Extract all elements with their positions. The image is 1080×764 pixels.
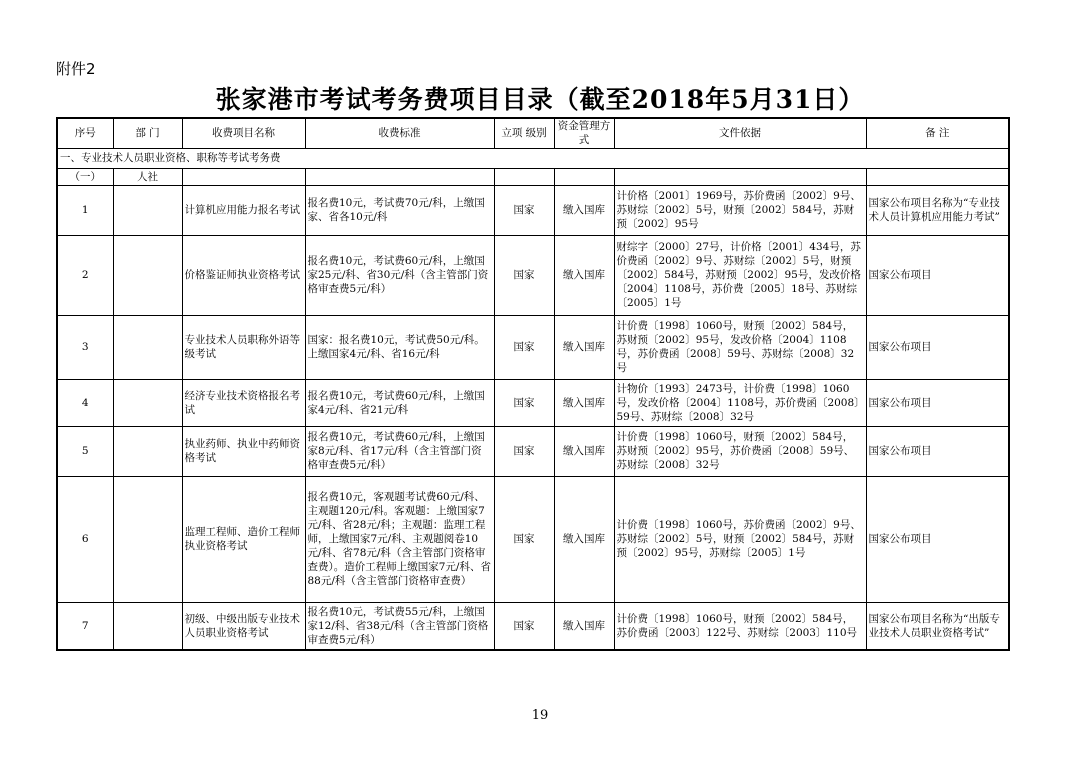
row-level: 国家 (494, 185, 554, 235)
row-seq: 7 (57, 602, 113, 650)
row-basis: 计价格〔2001〕1969号，苏价费函〔2002〕9号、苏财综〔2002〕5号，财预〔2002〕584号，苏财预〔2002〕95号 (614, 185, 866, 235)
subsection-index: （一） (57, 168, 113, 185)
row-standard: 报名费10元，客观题考试费60元/科、主观题120元/科。客观题：上缴国家7元/科、省28元/科；主观题：监理工程师，上缴国家7元/科、主观题阅卷10元/科、省78元/科（含主管部门资格审查费）。造价工程师上缴国家7元/科、省88元/科（含主管部门资格审查费） (305, 476, 494, 602)
row-remark: 国家公布项目 (866, 315, 1009, 379)
header-row (57, 118, 1009, 148)
row-fund: 缴入国库 (554, 185, 614, 235)
row-level: 国家 (494, 476, 554, 602)
row-fund: 缴入国库 (554, 426, 614, 476)
row-fund: 缴入国库 (554, 476, 614, 602)
table-row (57, 185, 1009, 235)
row-basis: 计物价〔1993〕2473号，计价费〔1998〕1060号，发改价格〔2004〕1108号，苏价费函〔2008〕59号、苏财综〔2008〕32号 (614, 379, 866, 426)
header-basis: 文件依据 (614, 118, 866, 148)
table-row (57, 476, 1009, 602)
row-seq: 4 (57, 379, 113, 426)
row-seq: 5 (57, 426, 113, 476)
table-row (57, 315, 1009, 379)
row-item: 经济专业技术资格报名考试 (182, 379, 305, 426)
subsection-row (57, 168, 1009, 185)
row-level: 国家 (494, 602, 554, 650)
header-remark: 备 注 (866, 118, 1009, 148)
row-item: 计算机应用能力报名考试 (182, 185, 305, 235)
row-seq: 2 (57, 235, 113, 315)
section-title: 一、专业技术人员职业资格、职称等考试考务费 (57, 148, 1009, 168)
row-standard: 报名费10元，考试费60元/科，上缴国家8元/科、省17元/科（含主管部门资格审查费5元/科） (305, 426, 494, 476)
row-item: 价格鉴证师执业资格考试 (182, 235, 305, 315)
row-basis: 计价费〔1998〕1060号，财预〔2002〕584号，苏财预〔2002〕95号，苏价费函〔2008〕59号、苏财综〔2008〕32号 (614, 426, 866, 476)
row-seq: 3 (57, 315, 113, 379)
header-level: 立项 级别 (494, 118, 554, 148)
row-standard: 报名费10元，考试费60元/科，上缴国家4元/科、省21元/科 (305, 379, 494, 426)
page-title: 张家港市考试考务费项目目录（截至2018年5月31日） (215, 85, 865, 114)
row-remark: 国家公布项目 (866, 476, 1009, 602)
row-standard: 国家：报名费10元，考试费50元/科。上缴国家4元/科、省16元/科 (305, 315, 494, 379)
row-remark: 国家公布项目名称为“专业技术人员计算机应用能力考试” (866, 185, 1009, 235)
row-item: 专业技术人员职称外语等级考试 (182, 315, 305, 379)
row-remark: 国家公布项目 (866, 379, 1009, 426)
fee-catalog-table (56, 117, 1010, 651)
attachment-label: 附件2 (56, 60, 96, 78)
row-standard: 报名费10元，考试费60元/科，上缴国家25元/科、省30元/科（含主管部门资格审查费5元/科） (305, 235, 494, 315)
header-dept: 部 门 (113, 118, 182, 148)
row-seq: 1 (57, 185, 113, 235)
row-basis: 计价费〔1998〕1060号，财预〔2002〕584号，苏财预〔2002〕95号，发改价格〔2004〕1108号，苏价费函〔2008〕59号、苏财综〔2008〕32号 (614, 315, 866, 379)
row-remark: 国家公布项目名称为“出版专业技术人员职业资格考试” (866, 602, 1009, 650)
table-row (57, 235, 1009, 315)
section-row (57, 148, 1009, 168)
row-basis: 计价费〔1998〕1060号，苏价费函〔2002〕9号、苏财综〔2002〕5号，财预〔2002〕584号，苏财预〔2002〕95号，苏财综〔2005〕1号 (614, 476, 866, 602)
row-item: 初级、中级出版专业技术人员职业资格考试 (182, 602, 305, 650)
table-row (57, 602, 1009, 650)
row-basis: 计价费〔1998〕1060号，财预〔2002〕584号，苏价费函〔2003〕122号、苏财综〔2003〕110号 (614, 602, 866, 650)
row-basis: 财综字〔2000〕27号，计价格〔2001〕434号，苏价费函〔2002〕9号、苏财综〔2002〕5号，财预〔2002〕584号，苏财预〔2002〕95号，发改价格〔2004〕1108号，苏价费〔2005〕18号、苏财综〔2005〕1号 (614, 235, 866, 315)
page-number: 19 (531, 708, 549, 723)
row-level: 国家 (494, 315, 554, 379)
header-standard: 收费标准 (305, 118, 494, 148)
row-seq: 6 (57, 476, 113, 602)
row-item: 监理工程师、造价工程师执业资格考试 (182, 476, 305, 602)
row-remark: 国家公布项目 (866, 235, 1009, 315)
row-fund: 缴入国库 (554, 379, 614, 426)
row-level: 国家 (494, 426, 554, 476)
row-standard: 报名费10元，考试费70元/科，上缴国家、省各10元/科 (305, 185, 494, 235)
table-row (57, 379, 1009, 426)
row-item: 执业药师、执业中药师资格考试 (182, 426, 305, 476)
header-item: 收费项目名称 (182, 118, 305, 148)
row-fund: 缴入国库 (554, 235, 614, 315)
row-standard: 报名费10元，考试费55元/科，上缴国家12/科、省38元/科（含主管部门资格审查费5元/科） (305, 602, 494, 650)
row-remark: 国家公布项目 (866, 426, 1009, 476)
table-row (57, 426, 1009, 476)
header-fund: 资金管理方式 (554, 118, 614, 148)
row-level: 国家 (494, 379, 554, 426)
row-fund: 缴入国库 (554, 602, 614, 650)
row-fund: 缴入国库 (554, 315, 614, 379)
row-level: 国家 (494, 235, 554, 315)
header-seq: 序号 (57, 118, 113, 148)
subsection-dept: 人社 (113, 168, 182, 185)
